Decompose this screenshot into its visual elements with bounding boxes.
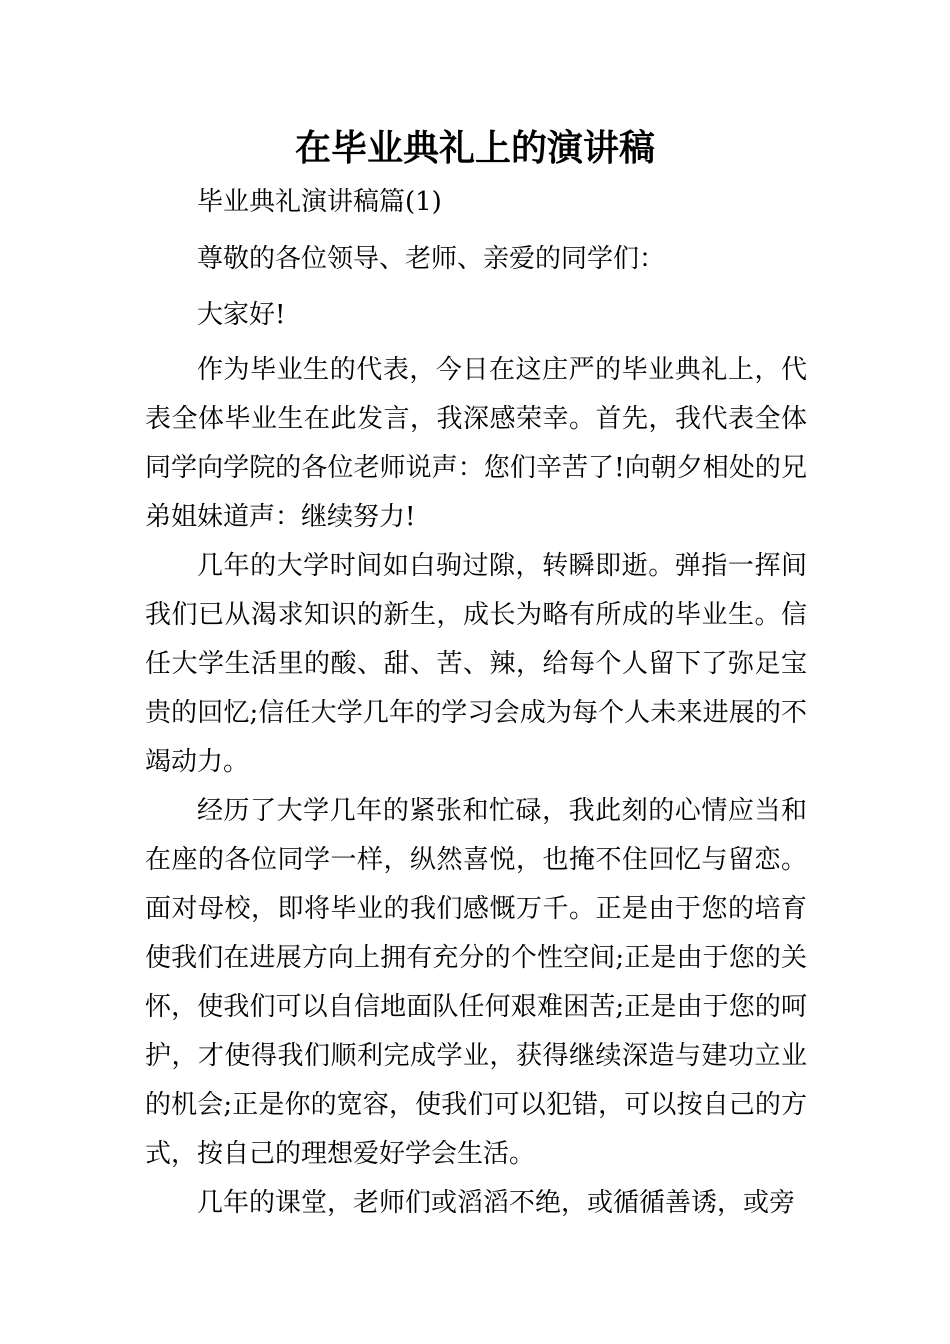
document-title: 在毕业典礼上的演讲稿 (294, 128, 655, 169)
paragraph-greeting: 大家好! (197, 300, 286, 330)
paragraph-body: 几年的大学时间如白驹过隙，转瞬即逝。弹指一挥间我们已从渴求知识的新生，成长为略有所成的毕业生。信任大学生活里的酸、甜、苦、辣，给每个人留下了弥足宝贵的回忆;信任大学几年的学习会成为每个人未来进展的不竭动力。 (145, 551, 807, 777)
paragraph-salutation: 尊敬的各位领导、老师、亲爱的同学们： (197, 244, 666, 274)
paragraph-body: 经历了大学几年的紧张和忙碌，我此刻的心情应当和在座的各位同学一样，纵然喜悦，也掩不住回忆与留恋。面对母校，即将毕业的我们感慨万千。正是由于您的培育使我们在进展方向上拥有充分的个性空间;正是由于您的关怀，使我们可以自信地面队任何艰难困苦;正是由于您的呵护，才使得我们顺利完成学业，获得继续深造与建功立业的机会;正是你的宽容，使我们可以犯错，可以按自己的方式，按自己的理想爱好学会生活。 (145, 796, 807, 1169)
document-body (145, 178, 807, 1228)
paragraph-body: 作为毕业生的代表，今日在这庄严的毕业典礼上，代表全体毕业生在此发言，我深感荣幸。首先，我代表全体同学向学院的各位老师说声：您们辛苦了!向朝夕相处的兄弟姐妹道声：继续努力! (145, 355, 807, 532)
paragraph-subtitle: 毕业典礼演讲稿篇(1) (197, 187, 442, 217)
paragraph-body: 几年的课堂，老师们或滔滔不绝，或循循善诱，或旁 (197, 1188, 796, 1218)
